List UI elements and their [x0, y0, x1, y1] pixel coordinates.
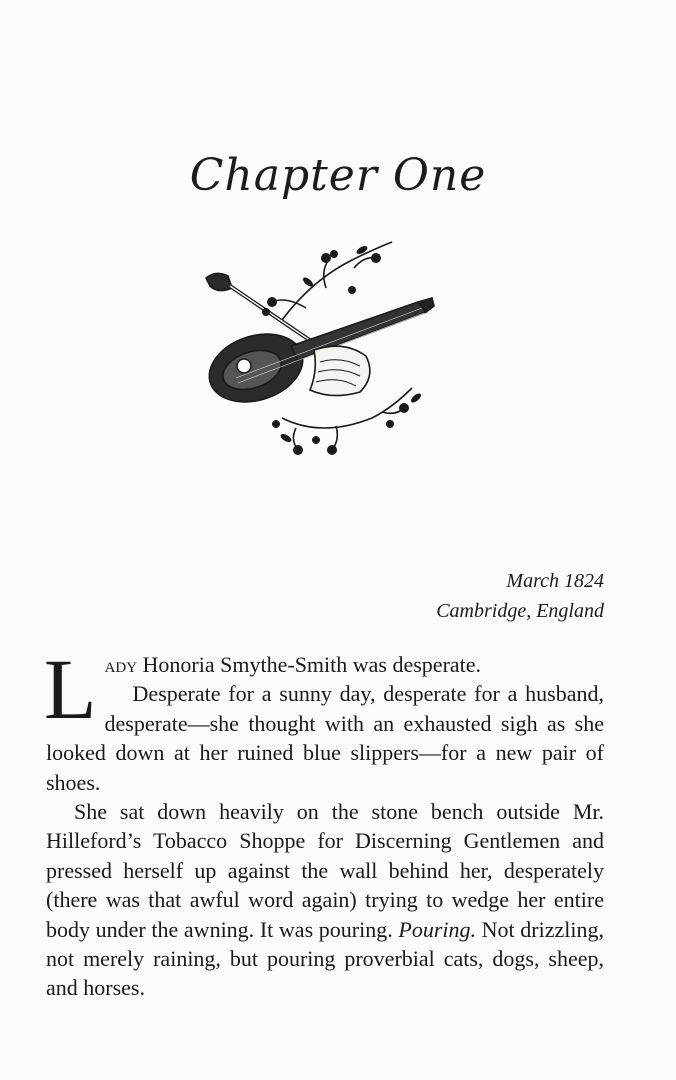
dateline-date: March 1824	[506, 570, 604, 592]
paragraph-2: Desperate for a sunny day, desperate for a husband, desperate—she thought with an exhausted sigh as she looked down at her ruined blue slippers—for a new pair of shoes.	[46, 681, 604, 795]
paragraph-3-emphasis: Pouring.	[398, 916, 476, 942]
paragraph-1	[44, 641, 604, 737]
drop-cap: L	[44, 641, 97, 737]
musical-instruments-floral-ornament-icon	[186, 228, 446, 458]
chapter-body-text	[44, 641, 604, 1003]
dateline-place: Cambridge, England	[436, 600, 604, 622]
chapter-title: Chapter One	[189, 150, 487, 201]
small-caps-lead: ady	[104, 652, 138, 677]
paragraph-3-text-b: Not drizzling, not merely raining, but pouring proverbial cats, dogs, sheep, and horses.	[46, 916, 604, 1001]
paragraph-1-text: Honoria Smythe-Smith was desperate.	[137, 652, 482, 677]
paragraph-3	[46, 797, 604, 1003]
paragraph-3-text-a: She sat down heavily on the stone bench outside Mr. Hilleford’s Tobacco Shoppe for Discerning Gentlemen and pressed herself up against the wall behind her, desperately (there was that awful word again) trying to wedge her entire body under the awning. It was pouring.	[46, 799, 604, 942]
